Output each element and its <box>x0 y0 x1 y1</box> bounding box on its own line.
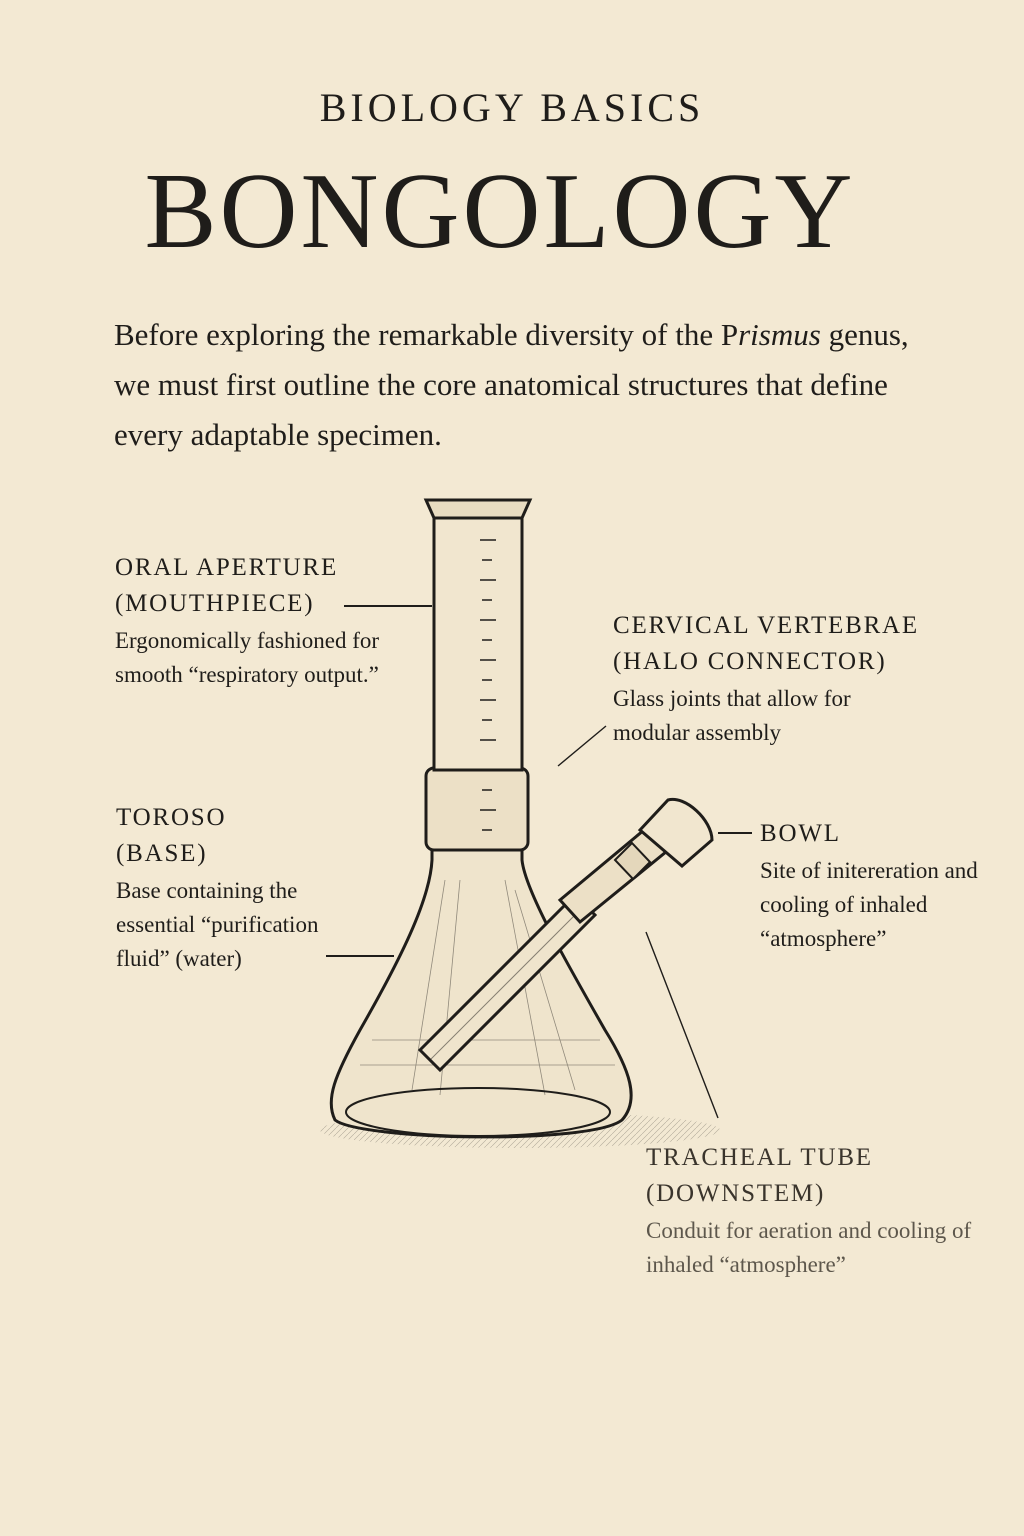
intro-text-before: Before exploring the remarkable diversity of the P <box>114 317 739 352</box>
halo-ring <box>426 768 528 850</box>
label-mouthpiece-desc: Ergonomically fashioned for smooth “respiratory output.” <box>115 628 380 687</box>
label-base-desc: Base containing the essential “purification fluid” (water) <box>116 878 319 971</box>
label-bowl-head: BOWL <box>760 820 841 847</box>
label-downstem-desc: Conduit for aeration and cooling of inhaled “atmosphere” <box>646 1218 972 1277</box>
label-downstem <box>646 1140 1016 1282</box>
label-halo-head2: (HALO CONNECTOR) <box>613 648 887 675</box>
label-downstem-head2: (DOWNSTEM) <box>646 1180 826 1207</box>
label-halo-head1: CERVICAL VERTEBRAE <box>613 612 919 639</box>
label-bowl <box>760 816 990 956</box>
label-base-head2: (BASE) <box>116 840 208 867</box>
label-mouthpiece-head1: ORAL APERTURE <box>115 554 339 581</box>
label-mouthpiece-head2: (MOUTHPIECE) <box>115 590 315 617</box>
label-halo-desc: Glass joints that allow for modular assembly <box>613 686 851 745</box>
leader-halo <box>558 726 606 766</box>
label-downstem-head1: TRACHEAL TUBE <box>646 1144 873 1171</box>
neck-tube <box>434 515 522 770</box>
intro-genus: rismus <box>738 317 821 352</box>
label-base <box>116 800 336 976</box>
label-mouthpiece <box>115 550 415 692</box>
leader-downstem <box>646 932 718 1118</box>
section-kicker: BIOLOGY BASICS <box>319 85 705 130</box>
label-halo <box>613 608 943 750</box>
intro-text-after: genus, we must first outline the core anatomical structures that define every adaptable specimen. <box>114 317 909 452</box>
label-bowl-desc: Site of initereration and cooling of inhaled “atmosphere” <box>760 858 978 951</box>
page-title: BONGOLOGY <box>144 152 856 271</box>
label-base-head1: TOROSO <box>116 804 227 831</box>
mouthpiece-lip <box>426 500 530 518</box>
